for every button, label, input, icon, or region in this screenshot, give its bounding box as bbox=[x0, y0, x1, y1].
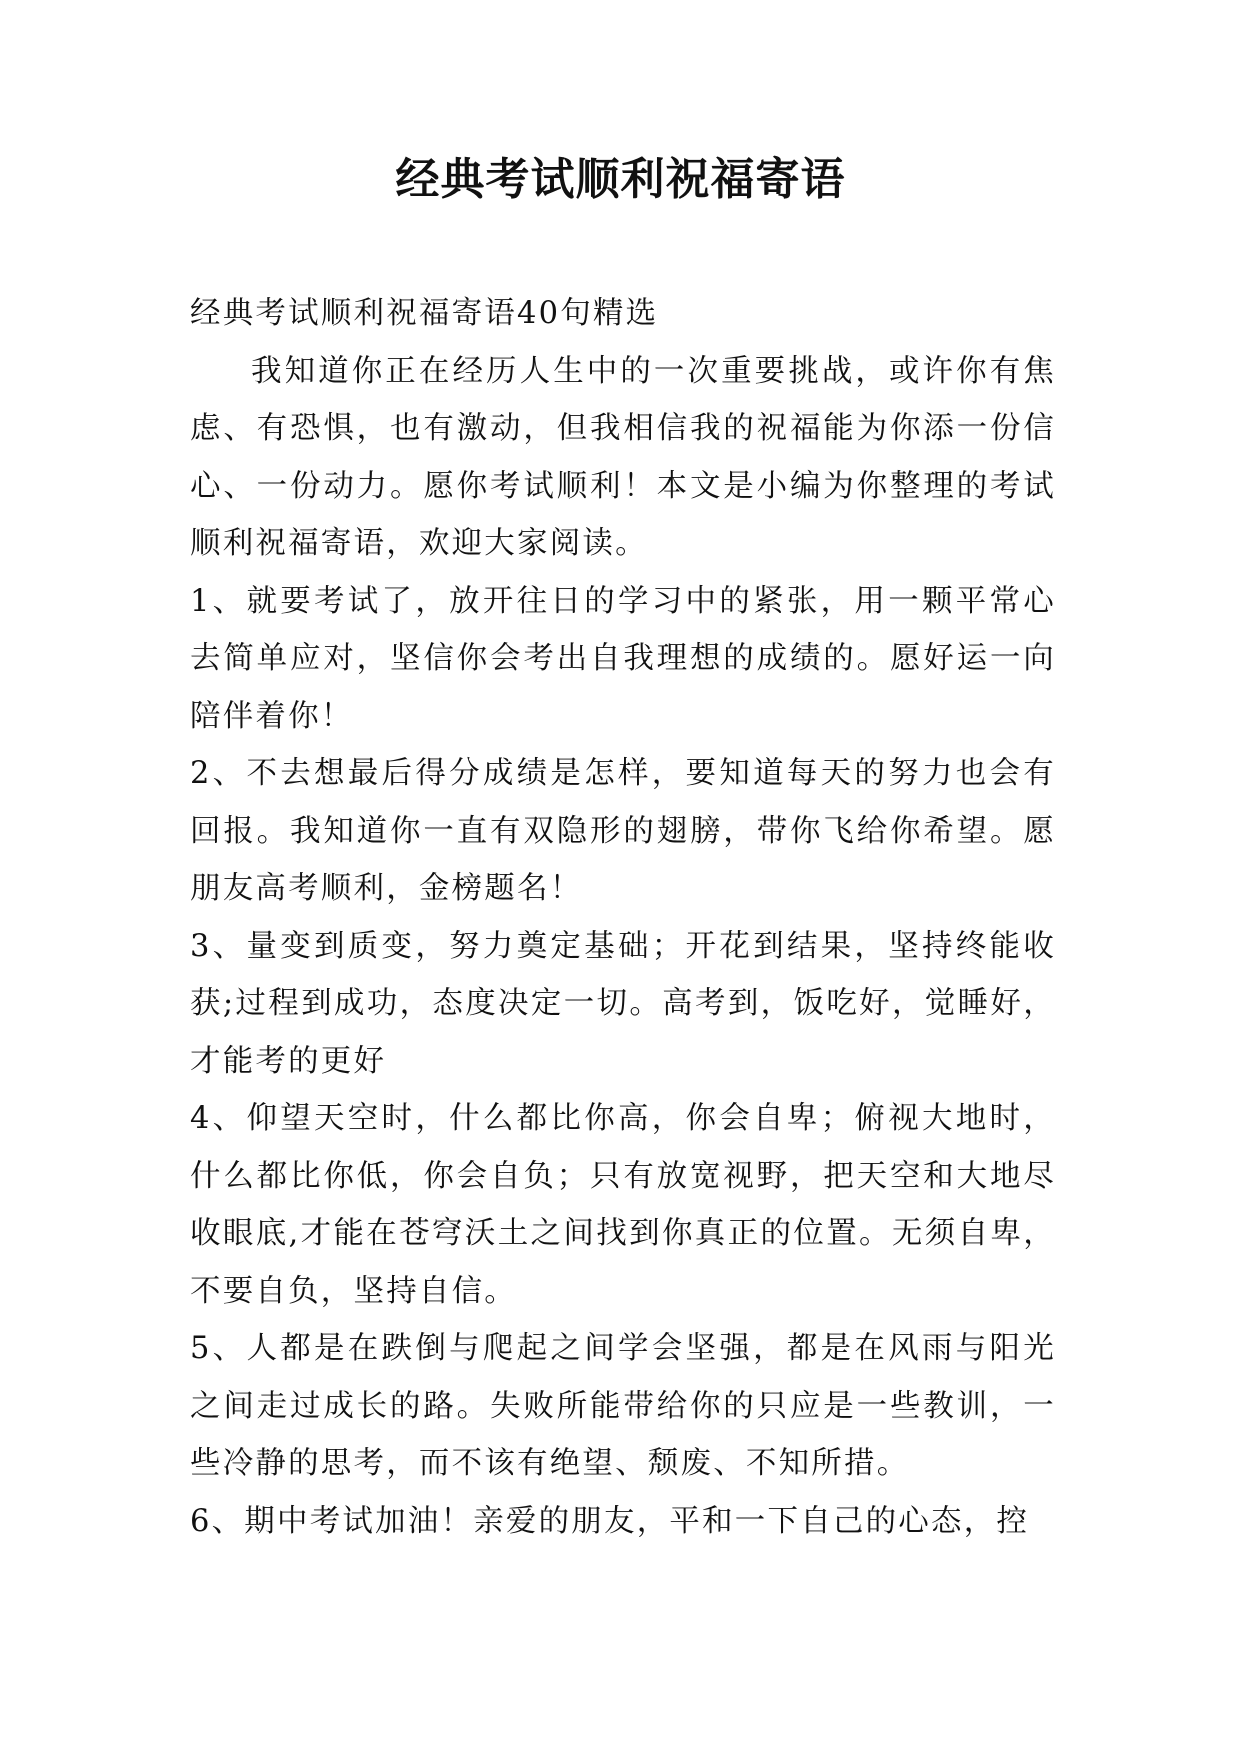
document-body bbox=[190, 285, 1056, 1550]
list-item: 1、就要考试了，放开往日的学习中的紧张，用一颗平常心去简单应对，坚信你会考出自我理想的成绩的。愿好运一向陪伴着你！ bbox=[190, 583, 1056, 734]
list-item: 4、仰望天空时，什么都比你高，你会自卑；俯视大地时，什么都比你低，你会自负；只有放宽视野，把天空和大地尽收眼底,才能在苍穹沃土之间找到你真正的位置。无须自卑，不要自负，坚持自信。 bbox=[190, 1101, 1056, 1309]
list-item: 2、不去想最后得分成绩是怎样，要知道每天的努力也会有回报。我知道你一直有双隐形的翅膀，带你飞给你希望。愿朋友高考顺利，金榜题名！ bbox=[190, 756, 1056, 906]
list-item: 5、人都是在跌倒与爬起之间学会坚强，都是在风雨与阳光之间走过成长的路。失败所能带给你的只应是一些教训，一些冷静的思考，而不该有绝望、颓废、不知所措。 bbox=[190, 1331, 1056, 1481]
intro-paragraph: 我知道你正在经历人生中的一次重要挑战，或许你有焦虑、有恐惧，也有激动，但我相信我的祝福能为你添一份信心、一份动力。愿你考试顺利！本文是小编为你整理的考试顺利祝福寄语，欢迎大家阅读。 bbox=[190, 353, 1056, 561]
document-subtitle: 经典考试顺利祝福寄语40句精选 bbox=[190, 296, 659, 331]
document-title: 经典考试顺利祝福寄语 bbox=[395, 154, 846, 205]
list-item: 3、量变到质变，努力奠定基础；开花到结果，坚持终能收获;过程到成功，态度决定一切。高考到，饭吃好，觉睡好，才能考的更好 bbox=[190, 928, 1056, 1079]
list-item: 6、期中考试加油！亲爱的朋友，平和一下自己的心态，控 bbox=[190, 1503, 1030, 1539]
